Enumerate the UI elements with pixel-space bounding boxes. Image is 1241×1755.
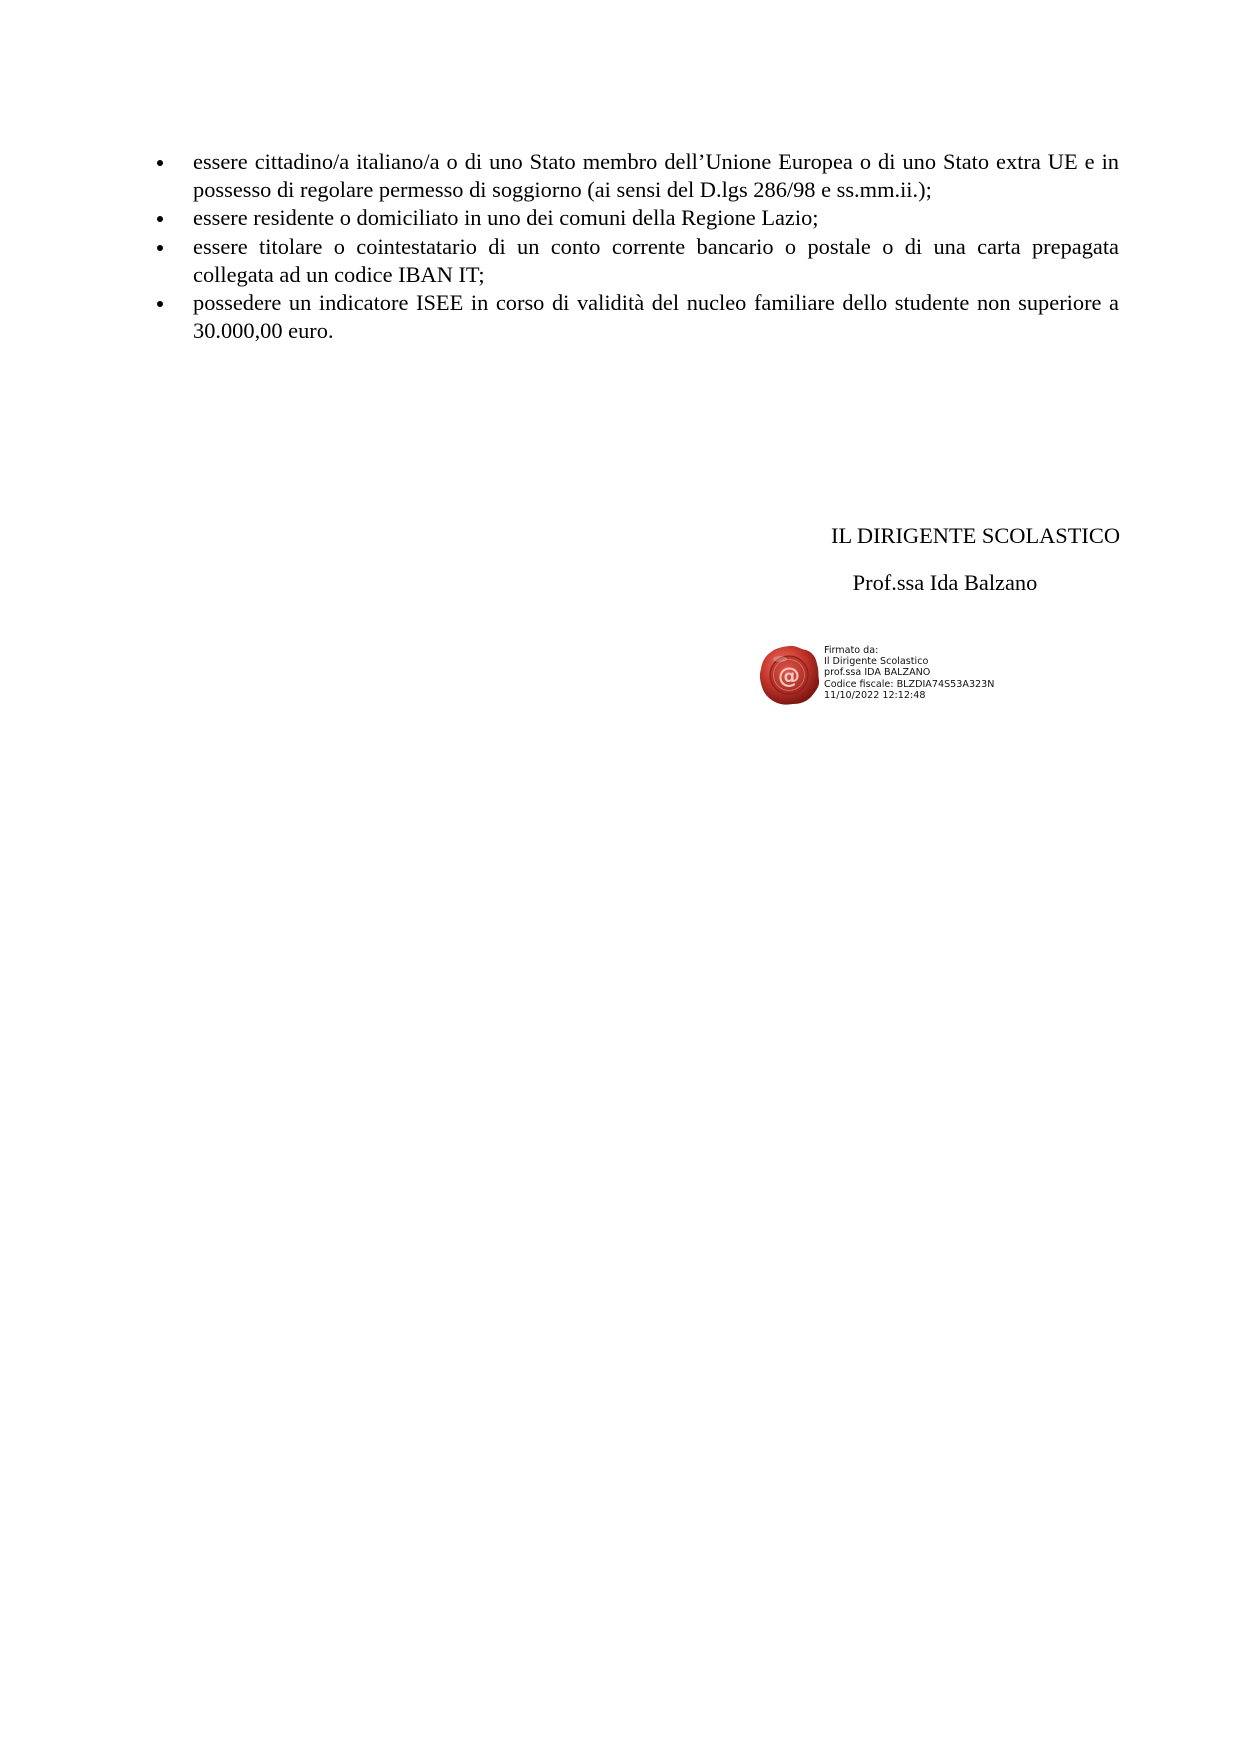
- bullet-icon: [157, 245, 163, 251]
- signature-timestamp: 11/10/2022 12:12:48: [824, 689, 926, 701]
- list-item-text: essere residente o domiciliato in uno dei comuni della Regione Lazio;: [193, 205, 819, 231]
- signed-by-label: Firmato da:: [824, 645, 879, 656]
- list-item: [153, 148, 1119, 204]
- list-item-text: possedere un indicatore ISEE in corso di validità del nucleo familiare dello studente non superiore a 30.000,00 euro.: [193, 290, 1119, 344]
- bullet-icon: [157, 160, 163, 166]
- wax-seal-at-icon: [756, 642, 822, 708]
- list-item: [153, 233, 1119, 289]
- digital-signature-stamp: [756, 642, 1076, 714]
- signature-details: [824, 645, 994, 701]
- requirements-list: [153, 148, 1119, 345]
- list-item-text: essere cittadino/a italiano/a o di uno Stato membro dell’Unione Europea o di uno Stato extra UE e in possesso di regolare permesso di soggiorno (ai sensi del D.lgs 286/98 e ss.mm.ii.);: [193, 149, 1119, 203]
- svg-text:@: @: [778, 664, 800, 689]
- signer-role: Il Dirigente Scolastico: [824, 656, 929, 668]
- signer-name: prof.ssa IDA BALZANO: [824, 667, 931, 679]
- list-item: [153, 289, 1119, 345]
- bullet-icon: [157, 216, 163, 222]
- list-item: [153, 204, 1119, 232]
- signatory-title: IL DIRIGENTE SCOLASTICO: [831, 523, 1120, 548]
- list-item-text: essere titolare o cointestatario di un conto corrente bancario o postale o di una carta prepagata collegata ad un codice IBAN IT;: [193, 233, 1119, 287]
- bullet-icon: [157, 301, 163, 307]
- signer-tax-code: Codice fiscale: BLZDIA74S53A323N: [824, 678, 995, 690]
- signatory-name: Prof.ssa Ida Balzano: [852, 570, 1038, 595]
